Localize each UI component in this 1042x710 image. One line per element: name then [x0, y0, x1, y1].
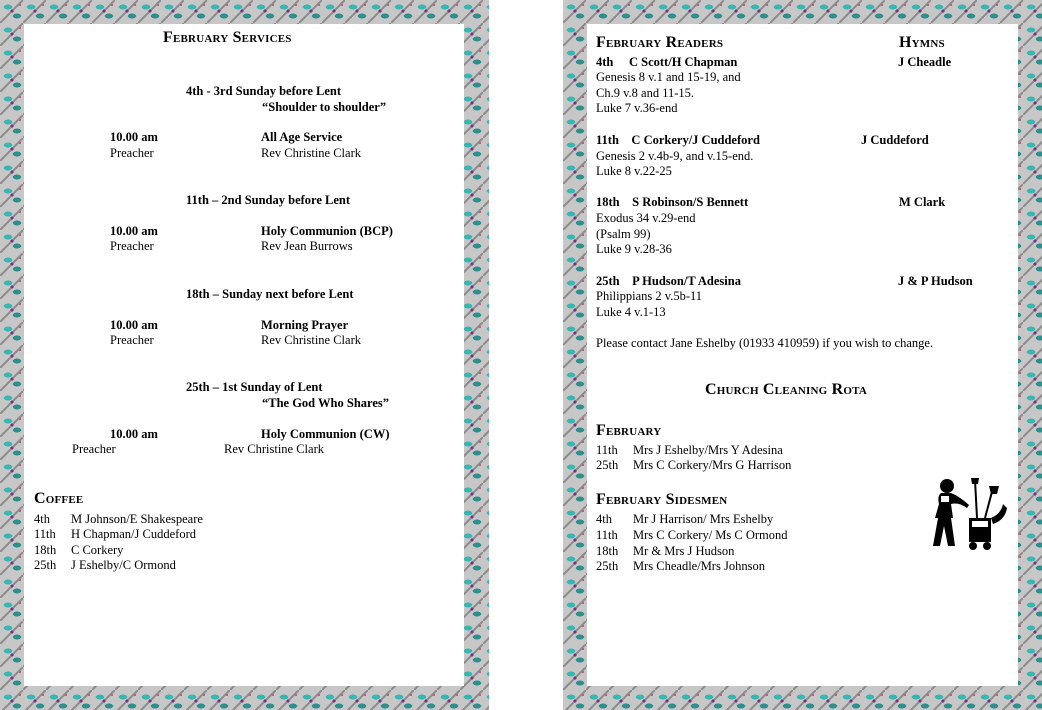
service-date-line: 11th – 2nd Sunday before Lent [186, 193, 351, 207]
service-name: Holy Communion (CW) [261, 427, 390, 441]
service-date-line: 25th – 1st Sunday of Lent [186, 380, 323, 394]
sidesmen-row-date: 18th [596, 544, 619, 558]
cleaning-row-names: Mrs J Eshelby/Mrs Y Adesina [633, 443, 783, 457]
service-name: Holy Communion (BCP) [261, 224, 393, 238]
preacher-label: Preacher [72, 442, 116, 456]
preacher-label: Preacher [110, 333, 154, 347]
reading-line: Exodus 34 v.29-end [596, 211, 696, 225]
coffee-row-date: 4th [34, 512, 50, 526]
readers-title: February Readers [596, 34, 724, 51]
sidesmen-row-names: Mr J Harrison/ Mrs Eshelby [633, 512, 774, 526]
service-time: 10.00 am [110, 427, 158, 441]
service-time: 10.00 am [110, 318, 158, 332]
coffee-row-names: H Chapman/J Cuddeford [71, 527, 196, 541]
service-name: All Age Service [261, 130, 343, 144]
cleaning-month-title: February [596, 422, 662, 439]
reading-line: Philippians 2 v.5b-11 [596, 289, 703, 303]
services-title: February Services [163, 29, 292, 46]
coffee-row-names: M Johnson/E Shakespeare [71, 512, 203, 526]
preacher-name: Rev Jean Burrows [261, 239, 353, 253]
cleaning-row-names: Mrs C Corkery/Mrs G Harrison [633, 458, 792, 472]
hymns-name: J Cheadle [898, 55, 952, 69]
reader-heading: 11th C Corkery/J Cuddeford [596, 133, 760, 147]
cleaner-with-trolley-icon [929, 474, 1013, 554]
service-name: Morning Prayer [261, 318, 349, 332]
reading-line: Luke 8 v.22-25 [596, 164, 672, 178]
hymns-title: Hymns [899, 34, 945, 51]
reading-line: Genesis 2 v.4b-9, and v.15-end. [596, 149, 754, 163]
preacher-label: Preacher [110, 239, 154, 253]
coffee-row-date: 25th [34, 558, 57, 572]
service-theme: “Shoulder to shoulder” [262, 100, 387, 114]
left-page-content [24, 24, 464, 686]
hymns-name: J Cuddeford [861, 133, 929, 147]
reading-line: Luke 4 v.1-13 [596, 305, 666, 319]
sidesmen-row-date: 4th [596, 512, 612, 526]
coffee-row-date: 18th [34, 543, 57, 557]
contact-note: Please contact Jane Eshelby (01933 410959) if you wish to change. [596, 336, 934, 350]
sidesmen-row-names: Mrs C Corkery/ Ms C Ormond [633, 528, 788, 542]
service-date-line: 18th – Sunday next before Lent [186, 287, 354, 301]
sidesmen-row-names: Mrs Cheadle/Mrs Johnson [633, 559, 765, 573]
service-theme: “The God Who Shares” [262, 396, 390, 410]
sidesmen-row-date: 25th [596, 559, 619, 573]
coffee-row-date: 11th [34, 527, 56, 541]
preacher-label: Preacher [110, 146, 154, 160]
reader-heading: 18th S Robinson/S Bennett [596, 195, 749, 209]
reader-heading: 25th P Hudson/T Adesina [596, 274, 741, 288]
left-page [0, 0, 489, 710]
cleaning-rota-title: Church Cleaning Rota [705, 381, 867, 398]
hymns-name: M Clark [899, 195, 946, 209]
cleaning-row-date: 11th [596, 443, 618, 457]
sidesmen-row-date: 11th [596, 528, 618, 542]
reading-line: (Psalm 99) [596, 227, 651, 241]
right-page [563, 0, 1042, 710]
preacher-name: Rev Christine Clark [261, 333, 361, 347]
coffee-row-names: J Eshelby/C Ormond [71, 558, 176, 572]
sidesmen-title: February Sidesmen [596, 491, 728, 508]
service-time: 10.00 am [110, 130, 158, 144]
preacher-name: Rev Christine Clark [224, 442, 324, 456]
reading-line: Ch.9 v.8 and 11-15. [596, 86, 695, 100]
right-page-content [587, 24, 1018, 686]
service-time: 10.00 am [110, 224, 158, 238]
preacher-name: Rev Christine Clark [261, 146, 361, 160]
reading-line: Genesis 8 v.1 and 15-19, and [596, 70, 741, 84]
sidesmen-row-names: Mr & Mrs J Hudson [633, 544, 735, 558]
reading-line: Luke 9 v.28-36 [596, 242, 672, 256]
cleaning-row-date: 25th [596, 458, 619, 472]
coffee-title: Coffee [34, 490, 84, 507]
reading-line: Luke 7 v.36-end [596, 101, 678, 115]
hymns-name: J & P Hudson [898, 274, 973, 288]
service-date-line: 4th - 3rd Sunday before Lent [186, 84, 341, 98]
coffee-row-names: C Corkery [71, 543, 124, 557]
reader-heading: 4th C Scott/H Chapman [596, 55, 738, 69]
